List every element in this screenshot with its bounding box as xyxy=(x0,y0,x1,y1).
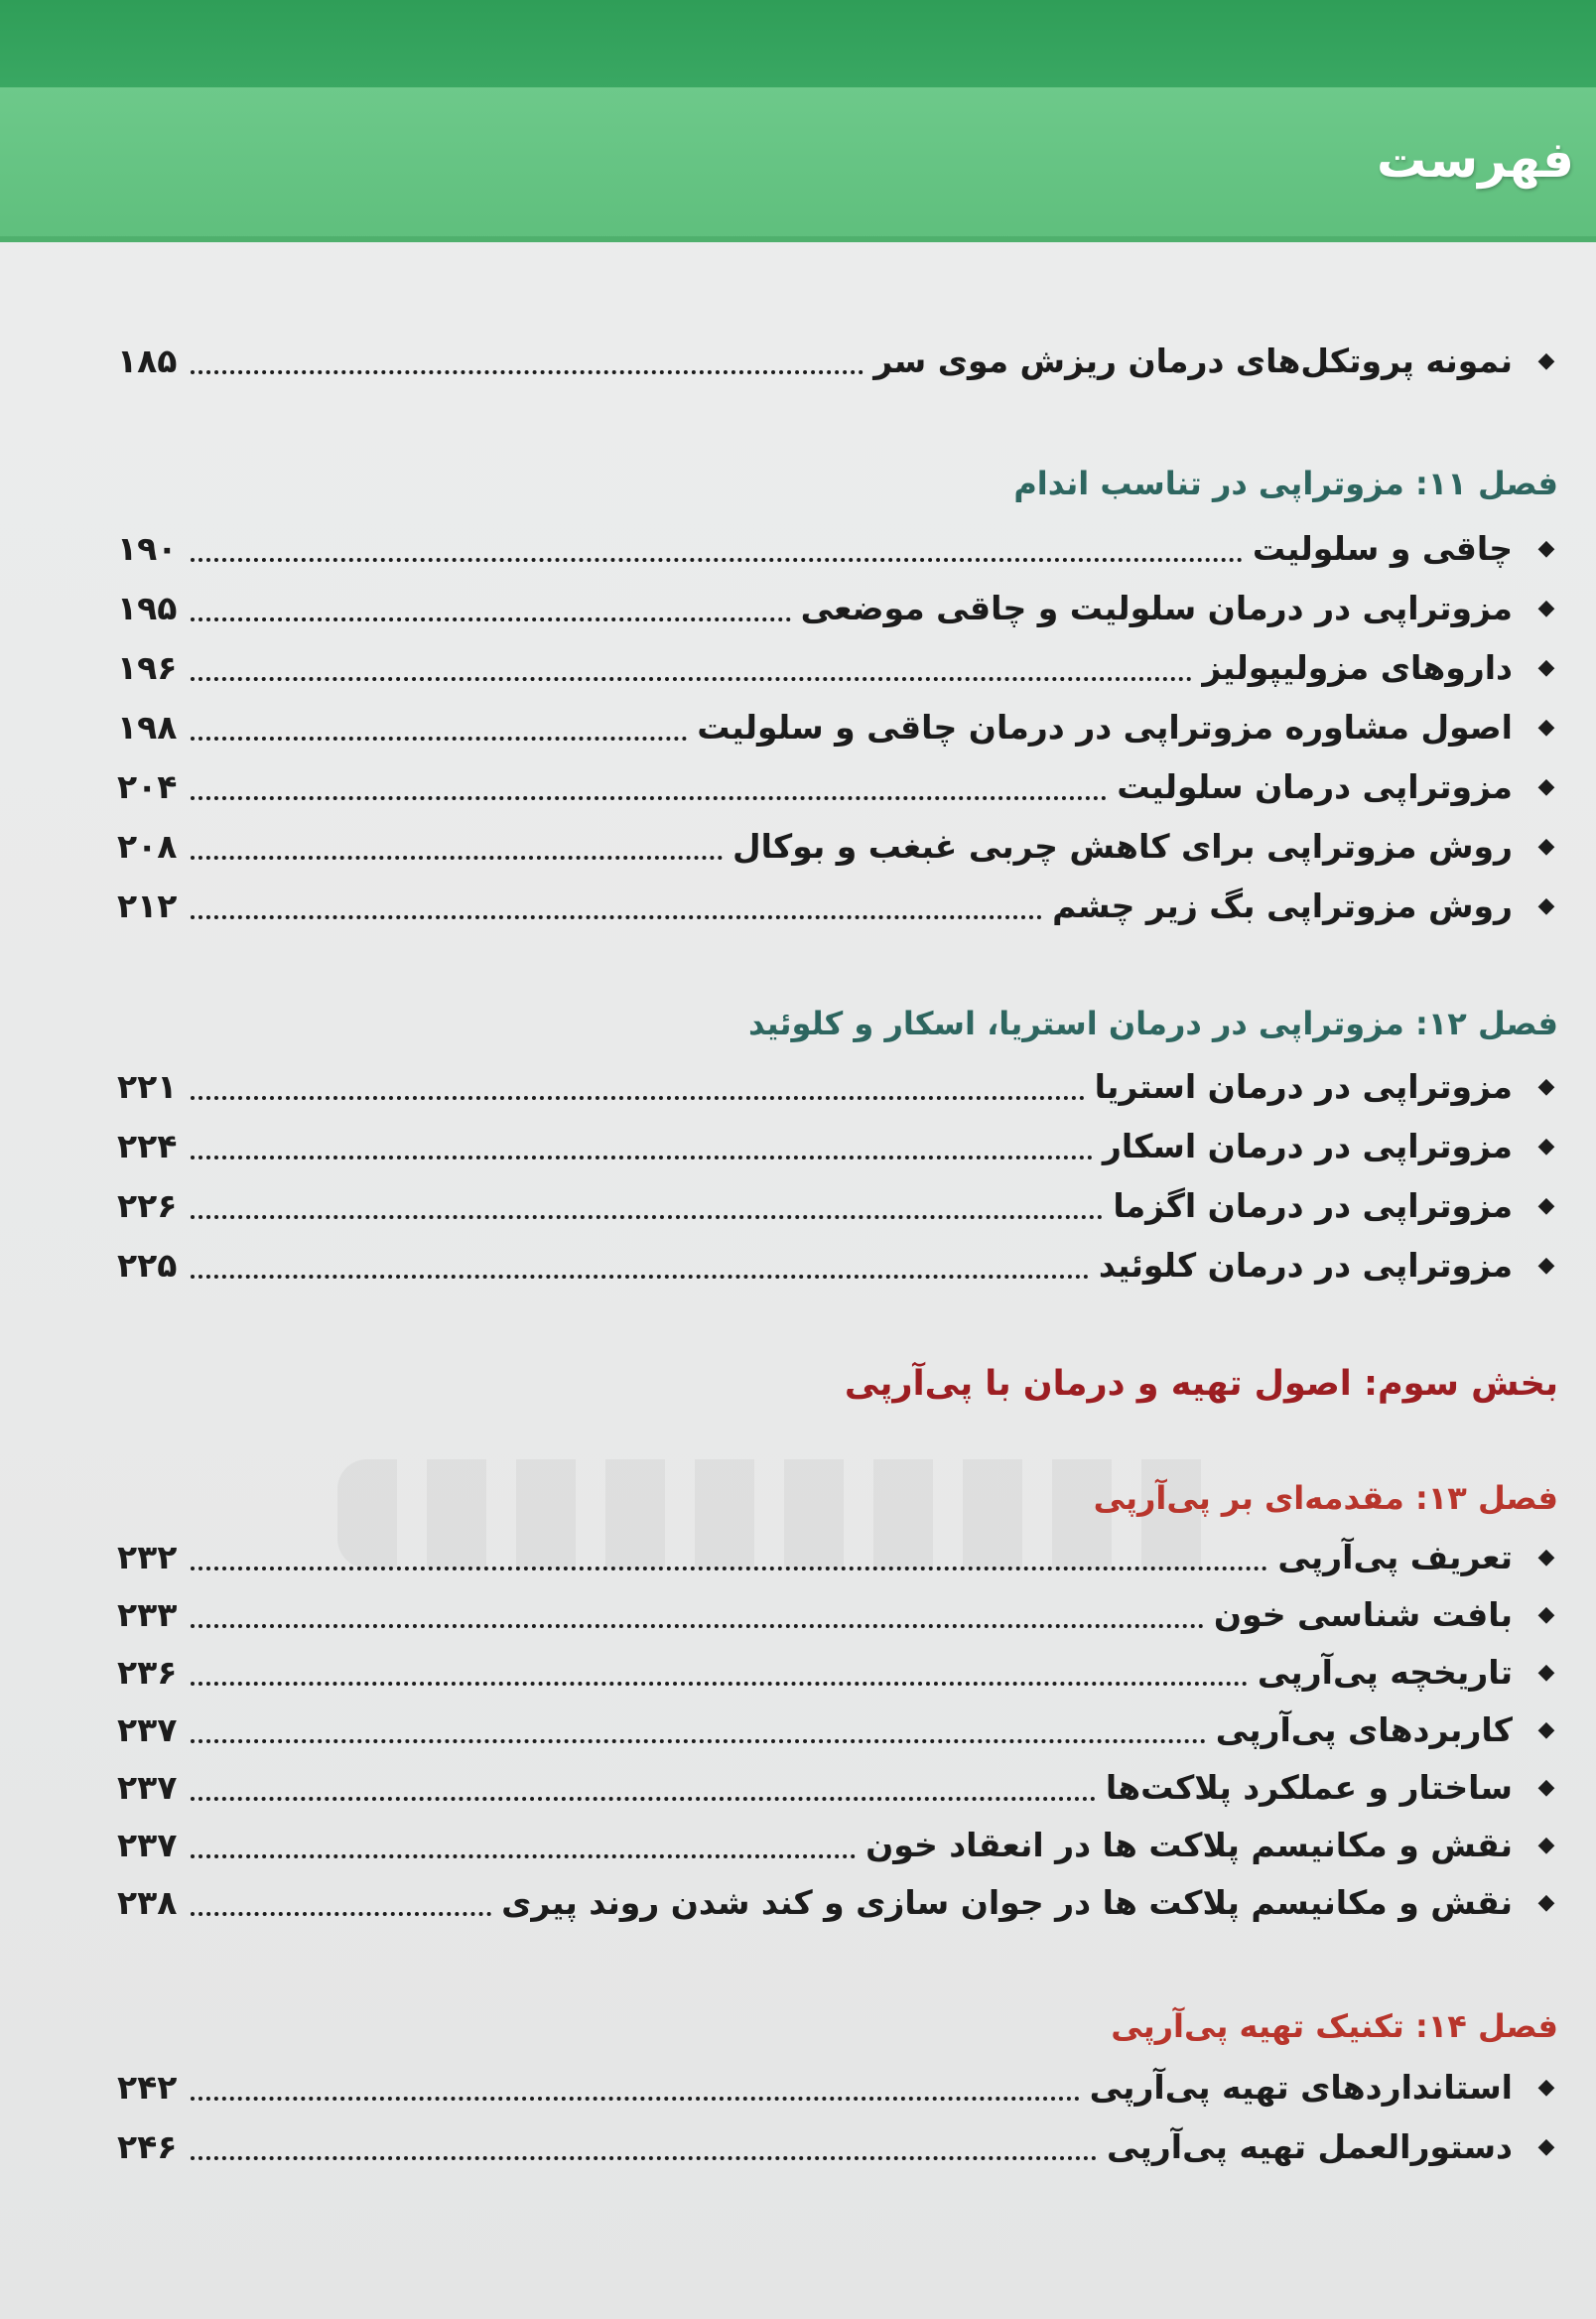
diamond-bullet-icon: ◆ xyxy=(1537,773,1555,799)
diamond-bullet-icon: ◆ xyxy=(1537,833,1555,859)
entry-page-number: ۱۹۵ xyxy=(117,588,178,627)
diamond-bullet-icon: ◆ xyxy=(1537,1659,1555,1685)
toc-entry[interactable] xyxy=(117,1531,1566,1582)
toc-entry[interactable] xyxy=(117,2061,1566,2113)
diamond-bullet-icon: ◆ xyxy=(1537,2133,1555,2159)
diamond-bullet-icon: ◆ xyxy=(1537,1252,1555,1278)
dot-leader xyxy=(191,1797,1096,1801)
chapter-heading-11: فصل ۱۱: مزوتراپی در تناسب اندام xyxy=(1013,465,1558,502)
entry-label: کاربردهای پی‌آرپی xyxy=(1215,1709,1513,1749)
dot-leader xyxy=(191,737,687,741)
entry-label: مزوتراپی درمان سلولیت xyxy=(1117,766,1513,806)
toc-entry[interactable] xyxy=(117,1646,1566,1698)
entry-page-number: ۲۳۷ xyxy=(117,1825,178,1864)
entry-page-number: ۲۳۳ xyxy=(117,1594,178,1634)
diamond-bullet-icon: ◆ xyxy=(1537,1133,1555,1159)
entry-page-number: ۲۴۲ xyxy=(117,2067,178,2107)
entry-label: روش مزوتراپی برای کاهش چربی غبغب و بوکال xyxy=(732,826,1513,866)
entry-page-number: ۲۴۶ xyxy=(117,2126,178,2166)
entry-page-number: ۲۳۲ xyxy=(117,1537,178,1576)
dot-leader xyxy=(191,1156,1093,1160)
entry-label: مزوتراپی در درمان اگزما xyxy=(1113,1185,1513,1225)
dot-leader xyxy=(191,1682,1248,1686)
dot-leader xyxy=(191,915,1042,919)
entry-page-number: ۲۲۴ xyxy=(117,1126,178,1165)
entry-label: تعریف پی‌آرپی xyxy=(1277,1537,1513,1576)
entry-label: داروهای مزولیپولیز xyxy=(1202,647,1513,687)
dot-leader xyxy=(191,856,723,860)
dot-leader xyxy=(191,1096,1085,1100)
diamond-bullet-icon: ◆ xyxy=(1537,2074,1555,2100)
diamond-bullet-icon: ◆ xyxy=(1537,1716,1555,1742)
toc-entry[interactable] xyxy=(117,880,1566,931)
entry-label: دستورالعمل تهیه پی‌آرپی xyxy=(1107,2126,1513,2166)
entry-page-number: ۲۳۷ xyxy=(117,1767,178,1807)
toc-entry[interactable] xyxy=(117,1120,1566,1171)
dot-leader xyxy=(191,370,864,374)
toc-entry[interactable] xyxy=(117,582,1566,633)
chapter-heading-14: فصل ۱۴: تکنیک تهیه پی‌آرپی xyxy=(1111,2007,1558,2045)
entry-label: بافت شناسی خون xyxy=(1213,1594,1513,1634)
dot-leader xyxy=(191,1624,1204,1628)
diamond-bullet-icon: ◆ xyxy=(1537,654,1555,680)
toc-entry[interactable] xyxy=(117,1179,1566,1231)
entry-page-number: ۲۰۸ xyxy=(117,826,178,866)
toc-entry[interactable] xyxy=(117,522,1566,574)
toc-entry[interactable] xyxy=(117,1239,1566,1291)
toc-entry[interactable] xyxy=(117,820,1566,872)
entry-label: نمونه پروتکل‌های درمان ریزش موی سر xyxy=(873,341,1513,380)
entry-label: نقش و مکانیسم پلاکت ها در انعقاد خون xyxy=(865,1825,1513,1864)
entry-label: تاریخچه پی‌آرپی xyxy=(1257,1652,1513,1692)
toc-entry[interactable] xyxy=(117,1060,1566,1112)
entry-page-number: ۲۲۶ xyxy=(117,1185,178,1225)
diamond-bullet-icon: ◆ xyxy=(1537,1774,1555,1800)
toc-entry[interactable] xyxy=(117,760,1566,812)
dot-leader xyxy=(191,2097,1080,2101)
entry-page-number: ۱۹۰ xyxy=(117,528,178,568)
dot-leader xyxy=(191,1854,856,1858)
chapter-heading-12: فصل ۱۲: مزوتراپی در درمان استریا، اسکار و کلوئید xyxy=(747,1005,1558,1042)
dot-leader xyxy=(191,1275,1089,1279)
header-divider xyxy=(0,236,1596,242)
diamond-bullet-icon: ◆ xyxy=(1537,892,1555,918)
entry-label: چاقی و سلولیت xyxy=(1252,528,1513,568)
toc-entry[interactable] xyxy=(117,1819,1566,1870)
entry-label: اصول مشاوره مزوتراپی در درمان چاقی و سلولیت xyxy=(697,707,1513,747)
diamond-bullet-icon: ◆ xyxy=(1537,1192,1555,1218)
toc-entry[interactable] xyxy=(117,2120,1566,2172)
header-band-dark xyxy=(0,0,1596,91)
toc-entry[interactable] xyxy=(117,1876,1566,1928)
diamond-bullet-icon: ◆ xyxy=(1537,347,1555,373)
entry-label: ساختار و عملکرد پلاکت‌ها xyxy=(1105,1767,1513,1807)
chapter-heading-13: فصل ۱۳: مقدمه‌ای بر پی‌آرپی xyxy=(1093,1479,1558,1517)
entry-page-number: ۲۱۲ xyxy=(117,886,178,925)
diamond-bullet-icon: ◆ xyxy=(1537,714,1555,740)
entry-page-number: ۲۰۴ xyxy=(117,766,178,806)
toc-entry[interactable] xyxy=(117,701,1566,752)
header-band xyxy=(0,87,1596,241)
toc-entry[interactable] xyxy=(117,1761,1566,1813)
dot-leader xyxy=(191,2156,1097,2160)
entry-page-number: ۲۲۱ xyxy=(117,1066,178,1106)
diamond-bullet-icon: ◆ xyxy=(1537,1073,1555,1099)
page-title: فهرست xyxy=(1377,131,1574,189)
entry-label: مزوتراپی در درمان استریا xyxy=(1094,1066,1513,1106)
dot-leader xyxy=(191,1912,491,1916)
dot-leader xyxy=(191,558,1243,562)
diamond-bullet-icon: ◆ xyxy=(1537,595,1555,620)
entry-page-number: ۱۹۸ xyxy=(117,707,178,747)
entry-page-number: ۲۳۷ xyxy=(117,1709,178,1749)
diamond-bullet-icon: ◆ xyxy=(1537,1544,1555,1569)
dot-leader xyxy=(191,796,1107,800)
entry-page-number: ۲۳۸ xyxy=(117,1882,178,1922)
dot-leader xyxy=(191,1567,1267,1570)
toc-entry[interactable] xyxy=(117,1704,1566,1755)
diamond-bullet-icon: ◆ xyxy=(1537,1601,1555,1627)
entry-label: روش مزوتراپی بگ زیر چشم xyxy=(1052,886,1513,925)
diamond-bullet-icon: ◆ xyxy=(1537,1832,1555,1857)
entry-label: مزوتراپی در درمان اسکار xyxy=(1102,1126,1513,1165)
diamond-bullet-icon: ◆ xyxy=(1537,535,1555,561)
entry-label: مزوتراپی در درمان کلوئید xyxy=(1098,1245,1513,1285)
entry-page-number: ۱۹۶ xyxy=(117,647,178,687)
entry-label: مزوتراپی در درمان سلولیت و چاقی موضعی xyxy=(800,588,1513,627)
dot-leader xyxy=(191,617,791,621)
entry-page-number: ۱۸۵ xyxy=(117,341,178,380)
part-heading-3: بخش سوم: اصول تهیه و درمان با پی‌آرپی xyxy=(844,1364,1558,1404)
entry-label: نقش و مکانیسم پلاکت ها در جوان سازی و کند شدن روند پیری xyxy=(501,1882,1513,1922)
toc-entry[interactable] xyxy=(117,641,1566,693)
dot-leader xyxy=(191,677,1192,681)
toc-entry[interactable] xyxy=(117,1588,1566,1640)
entry-page-number: ۲۳۶ xyxy=(117,1652,178,1692)
dot-leader xyxy=(191,1215,1103,1219)
dot-leader xyxy=(191,1739,1206,1743)
entry-page-number: ۲۲۵ xyxy=(117,1245,178,1285)
entry-label: استانداردهای تهیه پی‌آرپی xyxy=(1089,2067,1513,2107)
diamond-bullet-icon: ◆ xyxy=(1537,1889,1555,1915)
toc-entry[interactable] xyxy=(117,335,1566,386)
